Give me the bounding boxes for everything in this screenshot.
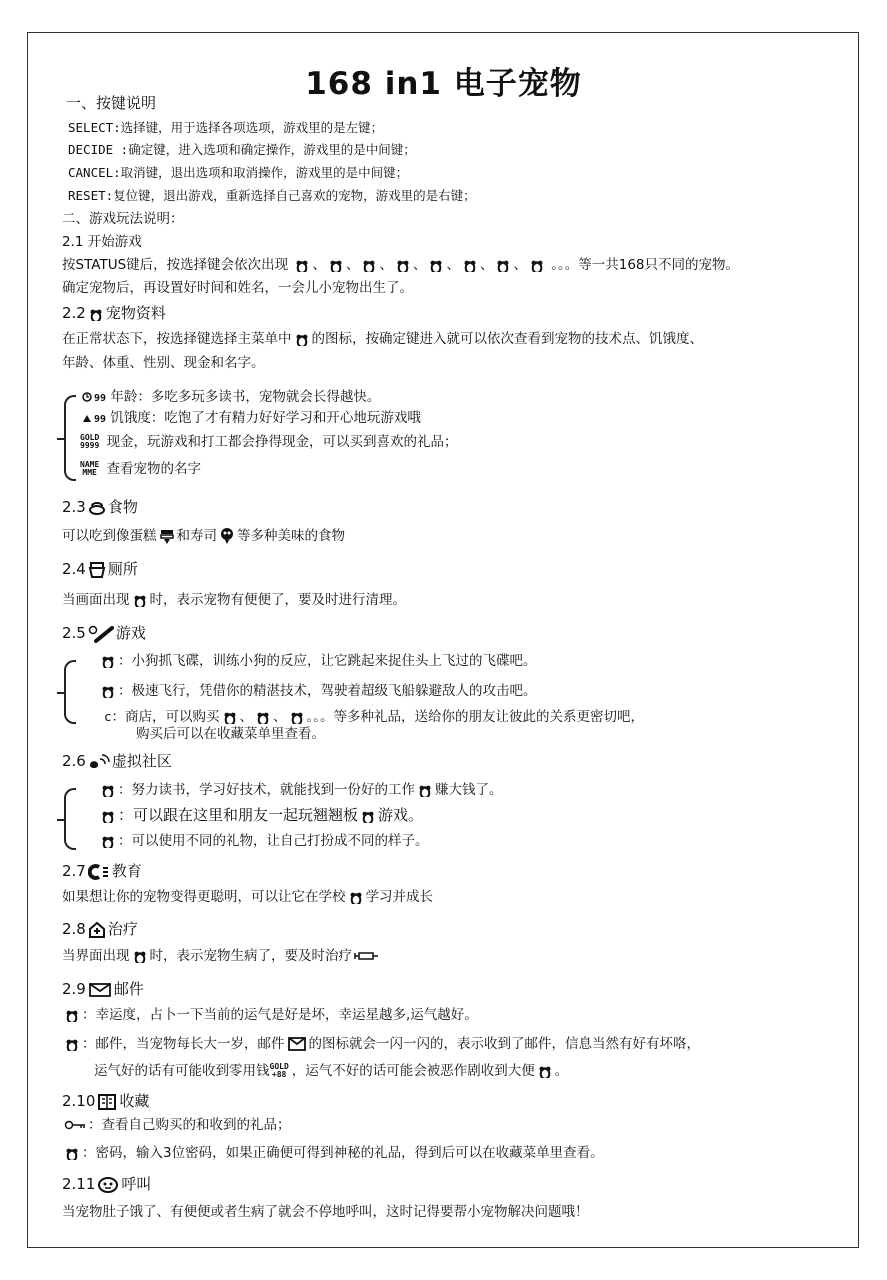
p28: 当界面出现 时，表示宠物生病了，要及时治疗 [62, 947, 382, 965]
p27: 如果想让你的宠物变得更聪明，可以让它在学校 学习并成长 [62, 889, 433, 905]
p210b: ：密码，输入3位密码，如果正确便可得到神秘的礼品，得到后可以在收藏菜单里查看。 [62, 1144, 604, 1162]
medical-icon [88, 921, 106, 939]
dressup-icon [100, 834, 116, 848]
stat-name: NAME MME 查看宠物的名字 [80, 460, 202, 477]
community-seesaw: ：可以跟在这里和朋友一起玩翘翘板 游戏。 [98, 806, 423, 824]
envelope-icon [287, 1036, 307, 1052]
pet-sprite-1-icon [294, 258, 310, 272]
pet-sprite-3-icon [361, 258, 377, 272]
stat-gold: GOLD 9999 现金，玩游戏和打工都会挣得现金，可以买到喜欢的礼品； [80, 433, 458, 450]
syringe-icon [354, 950, 380, 962]
pet-info-icon [88, 307, 104, 321]
park-icon [100, 809, 116, 823]
p21a: 按STATUS键后，按选择键会依次出现 、 、 、 、 、 、 、 。。。等一共168只不同的宠物。 [62, 257, 740, 273]
section1-heading: 一、按键说明 [66, 94, 157, 112]
gift-1-icon [222, 710, 238, 724]
gold-counter: GOLD 9999 [80, 433, 100, 450]
game-shop: c：商店，可以购买 、 、 。。。等多种礼品，送给你的朋友让彼此的关系更密切吧， [104, 709, 645, 725]
dog-ufo-game-icon [100, 654, 116, 668]
pet-sprite-8-icon [529, 258, 545, 272]
games-brace [64, 660, 76, 724]
reset-key-desc: RESET:复位键，退出游戏，重新选择自己喜欢的宠物，游戏里的是右键； [68, 188, 476, 203]
cancel-key-desc: CANCEL:取消键，退出选项和取消操作，游戏里的是中间键； [68, 165, 409, 180]
seesaw-icon [360, 809, 376, 823]
p210a: ：查看自己购买的和收到的礼品； [62, 1116, 291, 1134]
cake-icon [159, 527, 175, 545]
h210: 2.10 收藏 [62, 1092, 150, 1110]
clock-icon [82, 392, 92, 402]
password-icon [64, 1146, 80, 1160]
study-icon [100, 783, 116, 797]
h21: 2.1 开始游戏 [62, 234, 142, 250]
p23: 可以吃到像蛋糕 和寿司 等多种美味的食物 [62, 528, 345, 544]
gift-3-icon [289, 710, 305, 724]
pet-sprite-5-icon [428, 258, 444, 272]
h24: 2.4 厕所 [62, 560, 138, 578]
h29: 2.9 邮件 [62, 980, 144, 998]
food-icon [88, 500, 106, 516]
sick-pet-icon [132, 949, 148, 963]
call-icon [97, 1176, 119, 1194]
community-dressup: ：可以使用不同的礼物，让自己打扮成不同的样子。 [98, 832, 429, 850]
work-computer-icon [417, 783, 433, 797]
p29c: 运气好的话有可能收到零用钱GOLD +88 ，运气不好的话可能会被恶作剧收到大便 。 [94, 1062, 569, 1079]
luck-star-icon [64, 1008, 80, 1022]
p24: 当画面出现 时，表示宠物有便便了，要及时进行清理。 [62, 592, 406, 608]
toilet-icon [88, 561, 106, 579]
pet-sprite-7-icon [495, 258, 511, 272]
h25: 2.5 游戏 [62, 624, 146, 642]
education-icon [88, 863, 110, 881]
poop-pet-icon-2 [537, 1064, 553, 1078]
gift-2-icon [255, 710, 271, 724]
h28: 2.8 治疗 [62, 920, 138, 938]
mailbox-icon [64, 1037, 80, 1051]
game-ufo: ：小狗抓飞碟，训练小狗的反应，让它跳起来捉住头上飞过的飞碟吧。 [98, 652, 537, 670]
p22a: 在正常状态下，按选择键选择主菜单中 的图标，按确定键进入就可以依次查看到宠物的技术点、饥饿度、 [62, 331, 703, 347]
p211: 当宠物肚子饿了、有便便或者生病了就会不停地呼叫，这时记得要帮小宠物解决问题哦！ [62, 1204, 589, 1220]
pet-info-menu-icon [294, 332, 310, 346]
stat-hunger: 99 饥饿度：吃饱了才有精力好好学习和开心地玩游戏哦 [80, 409, 421, 429]
p29b: ：邮件，当宠物每长大一岁，邮件 的图标就会一闪一闪的，表示收到了邮件，信息当然有好有坏咯， [62, 1035, 700, 1053]
game-icon [88, 625, 114, 643]
spaceship-game-icon [100, 684, 116, 698]
game-shop-line2: 购买后可以在收藏菜单里查看。 [136, 726, 325, 742]
p22b: 年龄、体重、性别、现金和名字。 [62, 355, 265, 371]
pet-sprite-4-icon [395, 258, 411, 272]
community-icon [88, 753, 110, 771]
poop-pet-icon [132, 593, 148, 607]
h23: 2.3 食物 [62, 498, 138, 516]
h211: 2.11 呼叫 [62, 1175, 152, 1193]
pet-sprite-6-icon [462, 258, 478, 272]
h22: 2.2 宠物资料 [62, 304, 166, 322]
gold-plus-88: GOLD +88 [269, 1062, 289, 1079]
p29a: ：幸运度，占卜一下当前的运气是好是坏，幸运星越多,运气越好。 [62, 1006, 478, 1024]
collection-icon [97, 1093, 117, 1111]
pet-sprite-2-icon [328, 258, 344, 272]
stat-age: 99 年龄：多吃多玩多读书，宠物就会长得越快。 [80, 388, 380, 408]
h26: 2.6 虚拟社区 [62, 752, 172, 770]
p21b: 确定宠物后，再设置好时间和姓名，一会儿小宠物出生了。 [62, 280, 413, 296]
key-icon [64, 1120, 86, 1130]
community-work: ：努力读书，学习好技术，就能找到一份好的工作 赚大钱了。 [98, 781, 503, 799]
school-icon [348, 890, 364, 904]
sushi-icon [219, 527, 235, 545]
game-flight: ：极速飞行，凭借你的精湛技术，驾驶着超级飞船躲避敌人的攻击吧。 [98, 682, 537, 700]
section2-heading: 二、游戏玩法说明： [62, 211, 184, 227]
h27: 2.7 教育 [62, 862, 142, 880]
hunger-icon [82, 413, 92, 423]
select-key-desc: SELECT:选择键，用于选择各项选项，游戏里的是左键； [68, 120, 384, 135]
page-title: 168 in1 电子宠物 [305, 66, 582, 102]
decide-key-desc: DECIDE :确定键，进入选项和确定操作，游戏里的是中间键； [68, 142, 416, 157]
name-counter: NAME MME [80, 460, 100, 477]
community-brace [64, 788, 76, 850]
stats-brace [64, 395, 76, 481]
mail-icon [88, 982, 112, 998]
